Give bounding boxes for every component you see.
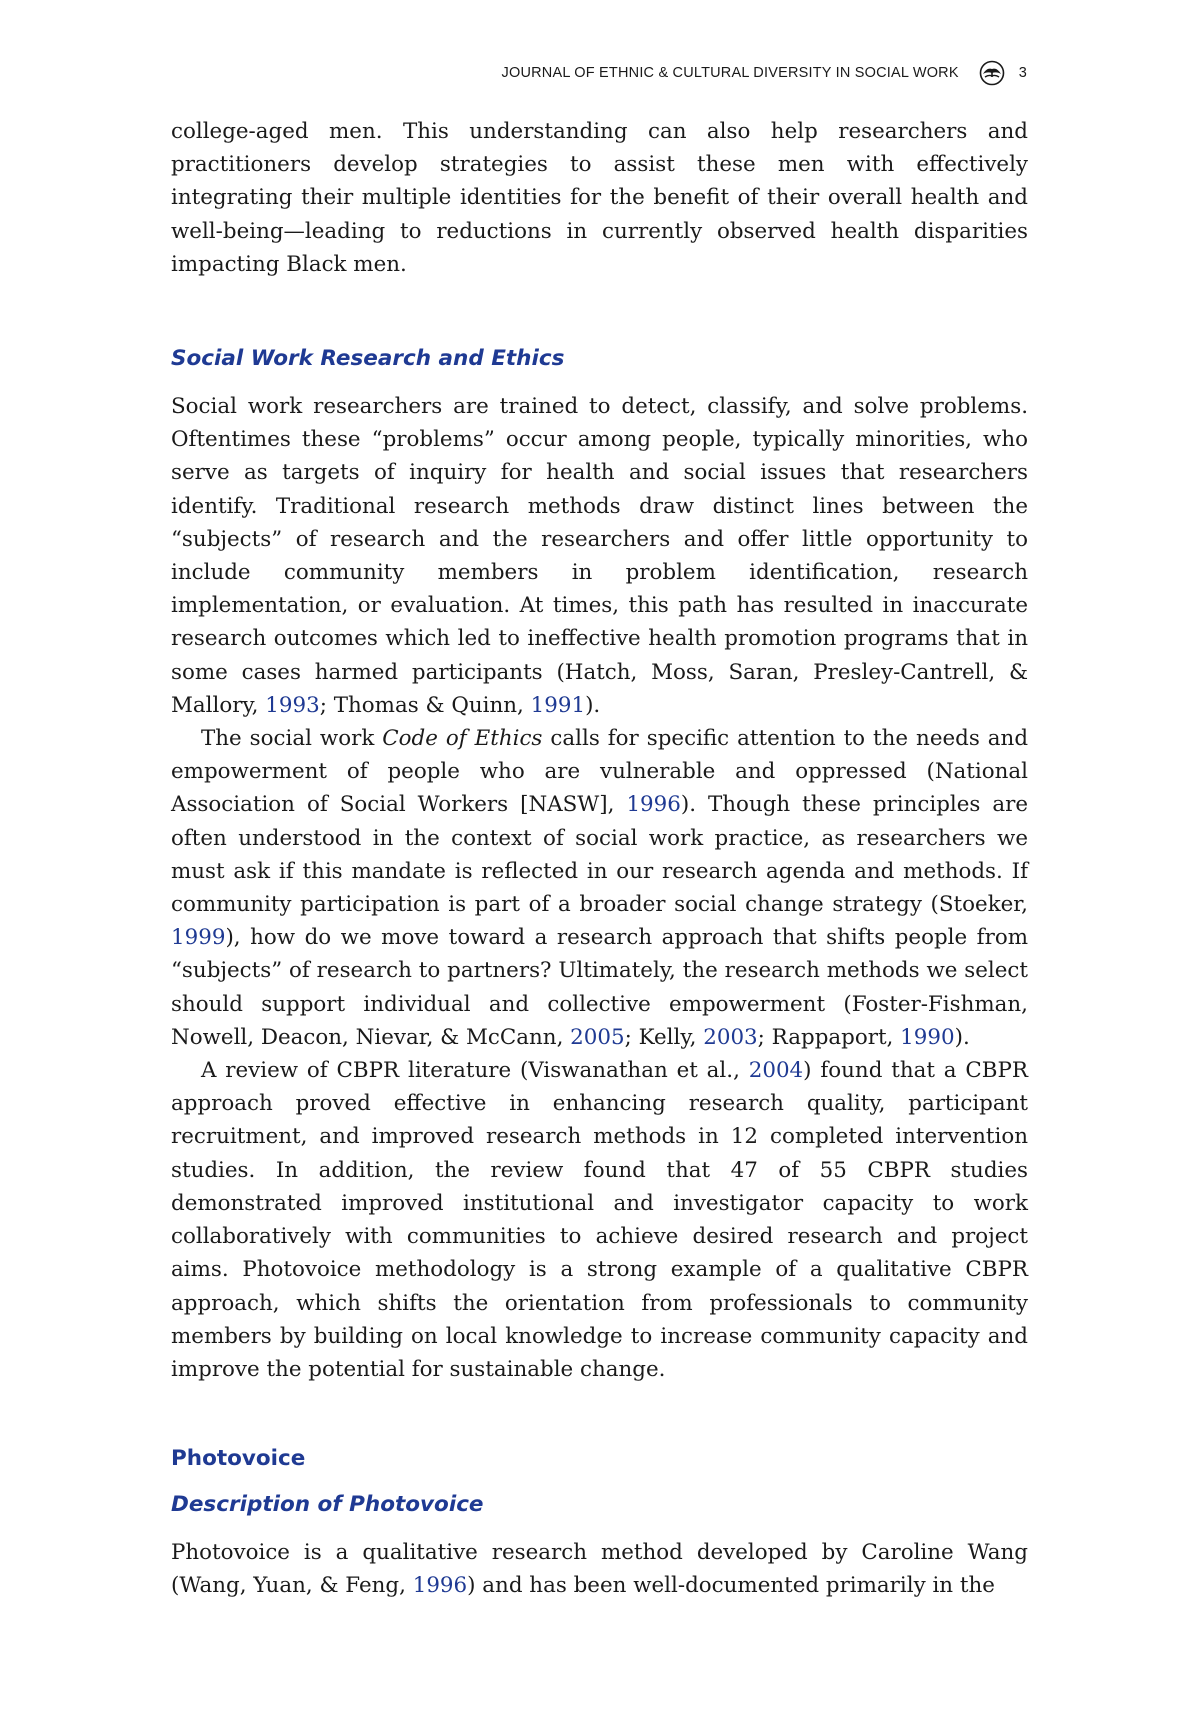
- citation-link[interactable]: 1999: [171, 925, 226, 951]
- citation-link[interactable]: 1991: [530, 692, 586, 718]
- heading-social-work-research-ethics: Social Work Research and Ethics: [171, 346, 565, 372]
- paragraph-social-work-1: Social work researchers are trained to detect, classify, and solve problems. Oftentimes these “problems” occur among people, typically minorities, who serve as targets of inquiry for health and social issues that researchers identify. Traditional research methods draw distinct lines between the “subjects” of research and the researchers and offer little opportunity to include community members in problem identification, research implementation, or evaluation. At times, this path has resulted in inaccurate research outcomes which led to ineffective health promotion programs that in some cases harmed participants (Hatch, Moss, Saran, Presley-Cantrell, & Mallory, 1993; Thomas & Quinn, 1991).: [171, 394, 1028, 718]
- citation-link[interactable]: 1993: [265, 692, 320, 718]
- citation-link[interactable]: 1990: [900, 1024, 955, 1050]
- paragraph-photovoice-1: Photovoice is a qualitative research method developed by Caroline Wang (Wang, Yuan, & Feng, 1996) and has been well-documented primarily in the: [171, 1540, 1028, 1599]
- citation-link[interactable]: 1996: [626, 792, 681, 818]
- citation-link[interactable]: 2005: [570, 1024, 625, 1050]
- journal-title: JOURNAL OF ETHNIC & CULTURAL DIVERSITY IN SOCIAL WORK: [501, 65, 959, 81]
- paragraph-social-work-3: A review of CBPR literature (Viswanathan et al., 2004) found that a CBPR approach proved effective in enhancing research quality, participant recruitment, and improved research methods in 12 completed intervention studies. In addition, the review found that 47 of 55 CBPR studies demonstrated improved institutional and investigator capacity to work collaboratively with communities to achieve desired research and project aims. Photovoice methodology is a strong example of a qualitative CBPR approach, which shifts the orientation from professionals to community members by building on local knowledge to increase community capacity and improve the potential for sustainable change.: [171, 1058, 1028, 1382]
- citation-link[interactable]: 2004: [748, 1058, 804, 1084]
- paragraph-social-work-2: The social work Code of Ethics calls for specific attention to the needs and empowerment of people who are vulnerable and oppressed (National Association of Social Workers [NASW], 1996). Though these principles are often understood in the context of social work practice, as researchers we must ask if this mandate is reflected in our research agenda and methods. If community participation is part of a broader social change strategy (Stoeker, 1999), how do we move toward a research approach that shifts people from “subjects” of research to partners? Ultimately, the research methods we select should support individual and collective empowerment (Foster-Fishman, Nowell, Deacon, Nievar, & McCann, 2005; Kelly, 2003; Rappaport, 1990).: [171, 726, 1029, 1050]
- code-of-ethics-title: Code of Ethics: [382, 726, 543, 752]
- publisher-logo-icon: [979, 60, 1005, 86]
- article-body: [171, 115, 1028, 1603]
- running-head: [502, 60, 1027, 86]
- page-number: 3: [1018, 65, 1027, 81]
- heading-description-of-photovoice: Description of Photovoice: [171, 1492, 484, 1518]
- heading-photovoice: Photovoice: [171, 1446, 306, 1472]
- citation-link[interactable]: 2003: [703, 1024, 758, 1050]
- citation-link[interactable]: 1996: [412, 1573, 468, 1599]
- paragraph-continued: college-aged men. This understanding can also help researchers and practitioners develop strategies to assist these men with effectively integrating their multiple identities for the benefit of their overall health and well-being—leading to reductions in currently observed health disparities impacting Black men.: [171, 119, 1028, 277]
